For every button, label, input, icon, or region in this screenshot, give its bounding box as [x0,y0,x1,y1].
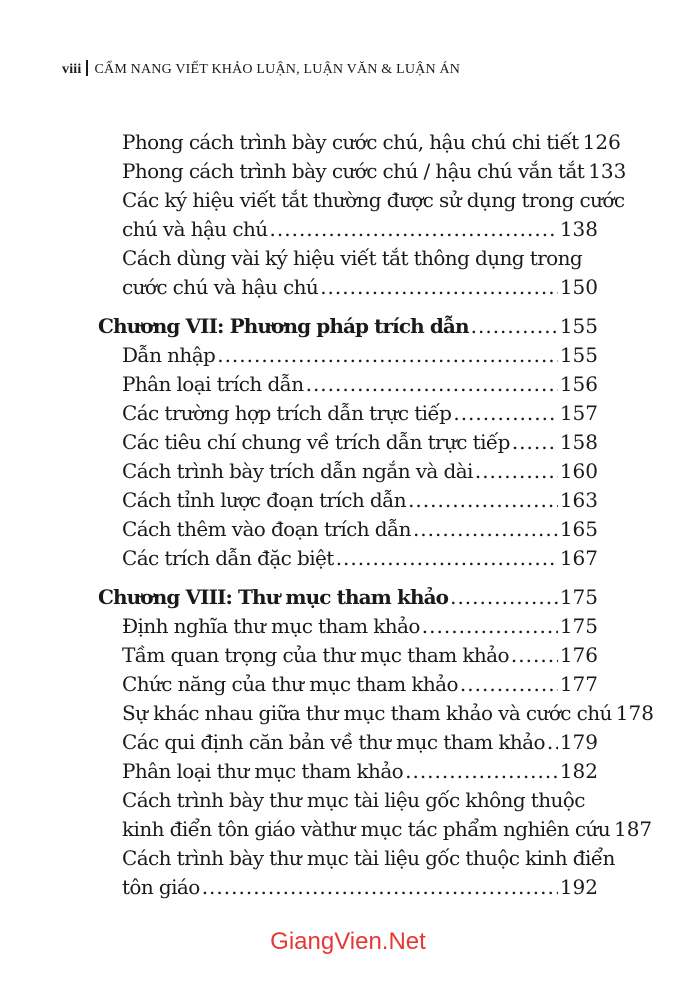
dot-leader [475,457,558,486]
toc-entry-title: Phong cách trình bày cước chú, hậu chú chi tiết [122,130,579,154]
toc-entry [122,670,598,699]
toc-entry [122,699,654,728]
toc-entry-title: Phân loại trích dẫn [122,372,304,396]
toc-entry-page: 158 [559,430,598,454]
toc-entry-page: 178 [615,701,654,725]
toc-entry-page: 156 [559,372,598,396]
toc-entry-title: Dẫn nhập [122,343,216,367]
toc-entry [122,612,598,641]
toc-entry [122,641,598,670]
dot-leader [422,612,558,641]
toc-entry [122,457,598,486]
toc-entry [122,786,653,844]
header-page-number: viii [62,62,82,77]
running-head [62,60,460,78]
dot-leader [453,399,557,428]
toc-entry-page: 179 [559,730,598,754]
dot-leader [405,757,558,786]
toc-entry-title: Phong cách trình bày cước chú / hậu chú vắn tắt [122,159,585,183]
toc-entry-page: 176 [559,643,598,667]
toc-entry-title: Định nghĩa thư mục tham khảo [122,614,420,638]
toc-entry-title: Các qui định căn bản về thư mục tham khảo [122,730,545,754]
dot-leader [336,544,558,573]
toc-entry [122,399,598,428]
toc-entry-page: 155 [559,314,598,338]
toc-entry-title: Sự khác nhau giữa thư mục tham khảo và cước chú [122,701,612,725]
toc-entry [122,515,598,544]
toc-entry-page: 160 [559,459,598,483]
toc-entry-title: Cách thêm vào đoạn trích dẫn [122,517,411,541]
dot-leader [512,428,558,457]
toc-entry-title: chú và hậu chú [122,217,268,241]
toc-entry-page: 175 [559,585,598,609]
toc-chapter-title: Chương VIII: Thư mục tham khảo [98,585,449,609]
toc-entry-title-line1: Cách dùng vài ký hiệu viết tắt thông dụng trong [122,246,583,270]
toc-entry-title-line1: Cách trình bày thư mục tài liệu gốc không thuộc [122,788,585,812]
toc-entry-title: Cách trình bày trích dẫn ngắn và dài [122,459,473,483]
dot-leader [471,312,558,341]
toc-entry-title: kinh điển tôn giáo vàthư mục tác phẩm nghiên cứu [122,817,610,841]
toc-entry-title: Cách tỉnh lược đoạn trích dẫn [122,488,407,512]
dot-leader [460,670,558,699]
toc-entry [122,844,615,902]
dot-leader [306,370,558,399]
toc-entry-page: 150 [559,275,598,299]
toc-entry [122,244,598,302]
toc-entry [122,486,598,515]
toc-entry-page: 133 [588,159,627,183]
toc-entry [122,370,598,399]
dot-leader [413,515,558,544]
dot-leader [217,341,558,370]
toc-entry-page: 192 [559,875,598,899]
dot-leader [202,873,558,902]
toc-entry-title: Các trích dẫn đặc biệt [122,546,334,570]
toc-entry [122,186,625,244]
toc-entry-page: 138 [559,217,598,241]
toc-entry-page: 167 [559,546,598,570]
toc-entry-title: Chức năng của thư mục tham khảo [122,672,458,696]
dot-leader [320,273,558,302]
toc-entry-title: tôn giáo [122,875,200,899]
toc-entry-page: 165 [559,517,598,541]
toc-chapter-entry [98,312,598,341]
toc-entry [122,757,598,786]
toc-entry [122,544,598,573]
header-book-title: CẨM NANG VIẾT KHẢO LUẬN, LUẬN VĂN & LUẬN ÁN [94,62,461,77]
toc-entry-title: Các trường hợp trích dẫn trực tiếp [122,401,452,425]
toc-entry-title-line1: Các ký hiệu viết tắt thường được sử dụng trong cước [122,188,625,212]
toc-entry-title: Tầm quan trọng của thư mục tham khảo [122,643,509,667]
toc-entry-page: 177 [559,672,598,696]
toc-entry-page: 182 [559,759,598,783]
header-divider [86,60,88,76]
toc-entry-title-line1: Cách trình bày thư mục tài liệu gốc thuộc kinh điển [122,846,615,870]
toc-chapter-title: Chương VII: Phương pháp trích dẫn [98,314,469,338]
dot-leader [450,583,558,612]
toc-entry-page: 126 [582,130,621,154]
toc-entry-page: 155 [559,343,598,367]
toc-entry-title: Các tiêu chí chung về trích dẫn trực tiếp [122,430,510,454]
dot-leader [408,486,558,515]
toc-entry [122,157,627,186]
dot-leader [547,728,558,757]
toc-entry-title: cước chú và hậu chú [122,275,319,299]
toc-entry [122,428,598,457]
toc-entry [122,341,598,370]
toc-chapter-entry [98,583,598,612]
toc-entry-page: 187 [613,817,653,841]
toc-entry-page: 157 [559,401,598,425]
toc-entry-title: Phân loại thư mục tham khảo [122,759,404,783]
toc-entry-page: 163 [559,488,598,512]
toc-entry-page: 175 [559,614,598,638]
dot-leader [511,641,558,670]
watermark-text: GiangVien.Net [270,928,426,955]
dot-leader [270,215,558,244]
toc-entry [122,728,598,757]
toc-entry [122,128,621,157]
